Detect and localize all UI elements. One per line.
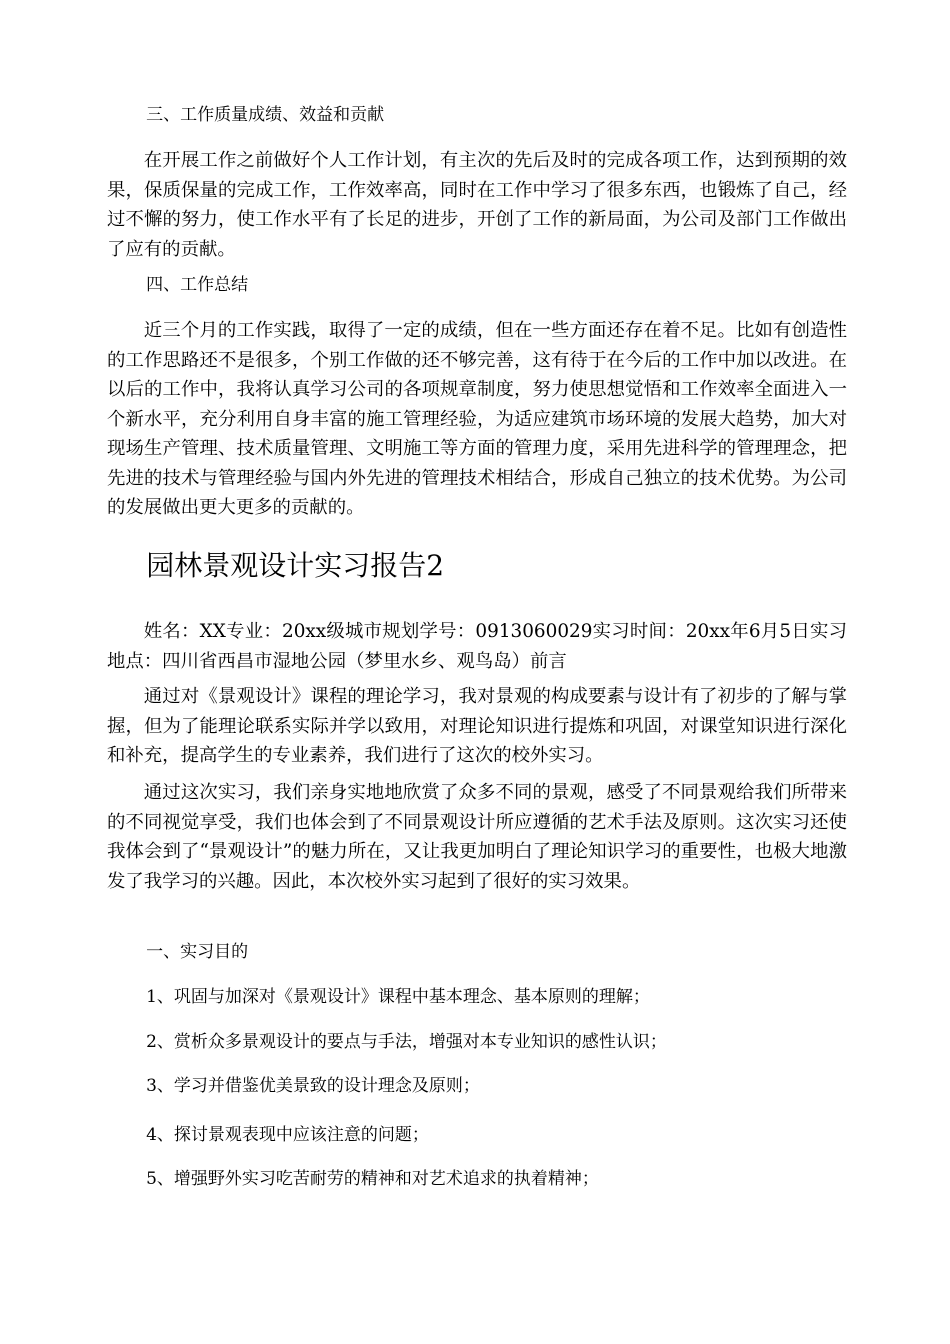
section-heading-3: 三、工作质量成绩、效益和贡献 [146,105,385,125]
report-title: 园林景观设计实习报告2 [146,549,445,582]
intro-paragraph-2: 通过这次实习，我们亲身实地地欣赏了众多不同的景观，感受了不同景观给我们所带来的不同视觉享受，我们也体会到了不同景观设计所应遵循的艺术手法及原则。这次实习还使我体会到了“景观设计”的魅力所在，又让我更加明白了理论知识学习的重要性，也极大地激发了我学习的兴趣。因此，本次校外实习起到了很好的实习效果。 [107,782,847,892]
intro-paragraph-1: 通过对《景观设计》课程的理论学习，我对景观的构成要素与设计有了初步的了解与掌握，但为了能理论联系实际并学以致用，对理论知识进行提炼和巩固，对课堂知识进行深化和补充，提高学生的专业素养，我们进行了这次的校外实习。 [107,686,847,766]
goal-item: 2、赏析众多景观设计的要点与手法，增强对本专业知识的感性认识； [146,1032,667,1052]
goal-item: 3、学习并借鉴优美景致的设计理念及原则； [146,1076,480,1096]
paragraph-summary: 近三个月的工作实践，取得了一定的成绩，但在一些方面还存在着不足。比如有创造性的工作思路还不是很多，个别工作做的还不够完善，这有待于在今后的工作中加以改进。在以后的工作中，我将认真学习公司的各项规章制度，努力使思想觉悟和工作效率全面进入一个新水平，充分利用自身丰富的施工管理经验，为适应建筑市场环境的发展大趋势，加大对现场生产管理、技术质量管理、文明施工等方面的管理力度，采用先进科学的管理理念，把先进的技术与管理经验与国内外先进的管理技术相结合，形成自己独立的技术优势。为公司的发展做出更大更多的贡献的。 [107,320,847,518]
goal-item: 1、巩固与加深对《景观设计》课程中基本理念、基本原则的理解； [146,987,650,1007]
section-heading-4: 四、工作总结 [146,275,249,295]
goal-item: 5、增强野外实习吃苦耐劳的精神和对艺术追求的执着精神； [146,1169,599,1189]
report-info: 姓名：XX专业：20xx级城市规划学号：0913060029实习时间：20xx年6月5日实习地点：四川省西昌市湿地公园（梦里水乡、观鸟岛）前言 [107,621,847,672]
goal-item: 4、探讨景观表现中应该注意的问题； [146,1125,429,1145]
paragraph-quality: 在开展工作之前做好个人工作计划，有主次的先后及时的完成各项工作，达到预期的效果，保质保量的完成工作，工作效率高，同时在工作中学习了很多东西，也锻炼了自己，经过不懈的努力，使工作水平有了长足的进步，开创了工作的新局面，为公司及部门工作做出了应有的贡献。 [107,150,847,260]
goal-heading: 一、实习目的 [146,942,249,962]
